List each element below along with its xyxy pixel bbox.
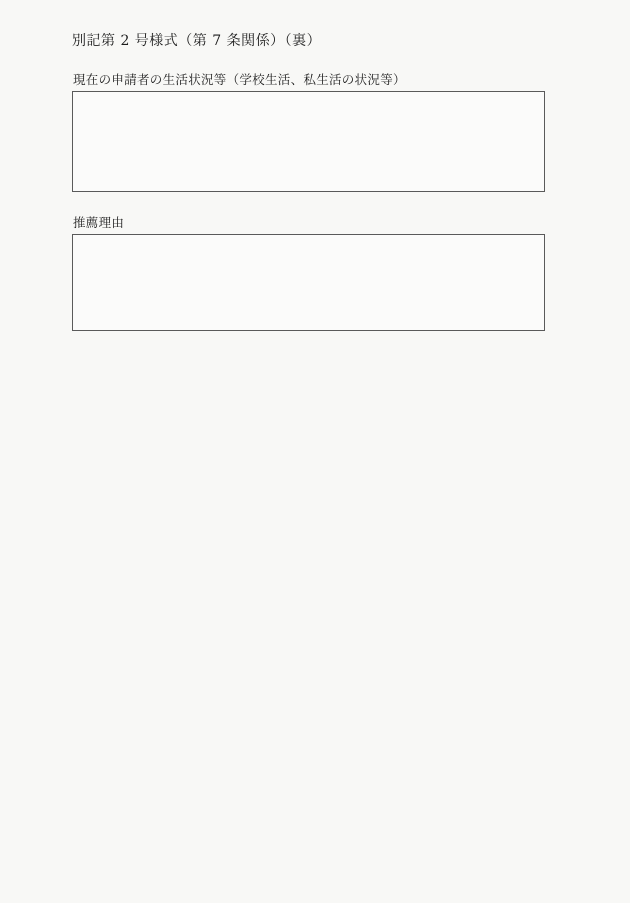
field-box-recommendation-reason xyxy=(72,234,545,331)
field-label-applicant-life-status: 現在の申請者の生活状況等（学校生活、私生活の状況等） xyxy=(73,72,406,87)
field-box-applicant-life-status xyxy=(72,91,545,192)
field-label-recommendation-reason: 推薦理由 xyxy=(73,215,125,230)
form-title: 別記第 2 号様式（第 7 条関係）（裏） xyxy=(72,33,322,49)
